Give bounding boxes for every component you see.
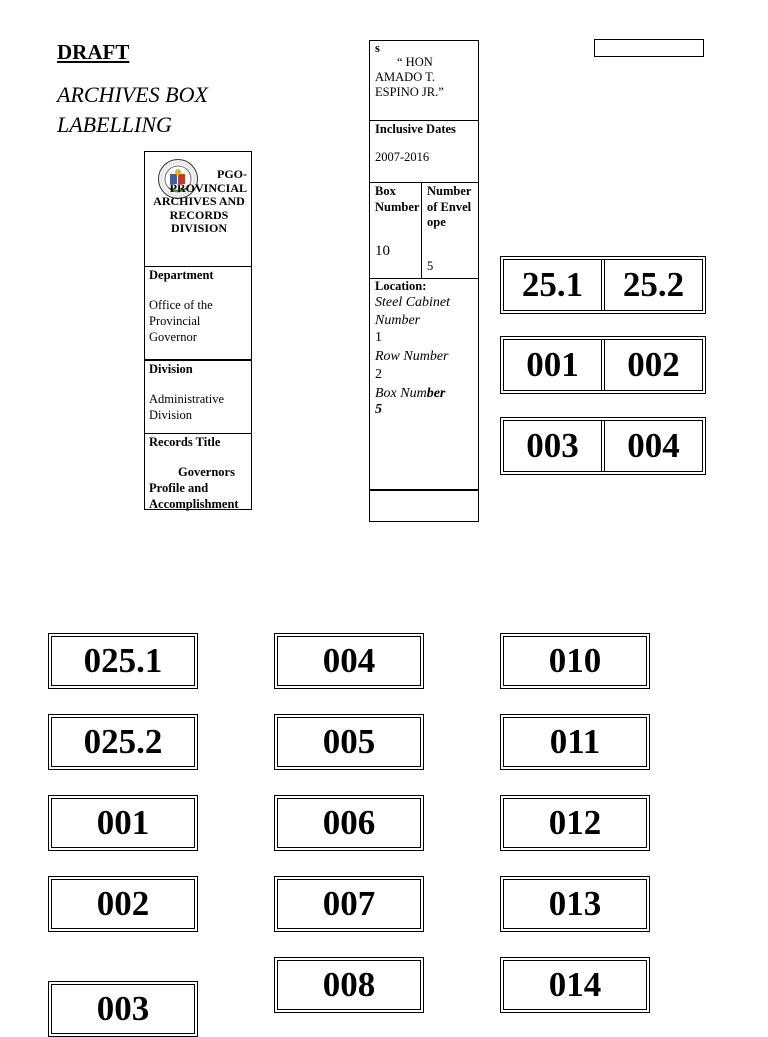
number-label: 025.2	[48, 714, 198, 770]
title-line-2: LABELLING	[57, 112, 172, 137]
pair-label-2-right: 002	[601, 340, 702, 390]
department-section	[145, 266, 251, 359]
records-title-section	[145, 433, 251, 511]
envelope-cell	[422, 183, 478, 278]
box-number-cell	[370, 183, 422, 278]
division-section	[145, 359, 251, 433]
number-label: 007	[274, 876, 424, 932]
pair-label-2-left: 001	[526, 345, 579, 384]
title-line-1: ARCHIVES BOX	[57, 82, 208, 107]
pair-label-1-right: 25.2	[601, 260, 702, 310]
cabinet-label: Steel Cabinet Number	[375, 295, 451, 328]
number-label: 010	[500, 633, 650, 689]
inclusive-dates-section	[370, 120, 478, 182]
division-label: Division	[149, 362, 193, 376]
number-label: 011	[500, 714, 650, 770]
label-header	[145, 152, 251, 266]
number-label: 003	[48, 981, 198, 1037]
pair-label-3-left: 003	[526, 426, 579, 465]
location-section	[370, 278, 478, 489]
records-title-label: Records Title	[149, 435, 221, 449]
number-label: 014	[500, 957, 650, 1013]
blank-rectangle	[594, 39, 704, 57]
cabinet-value: 1	[375, 330, 382, 345]
number-label: 001	[48, 795, 198, 851]
records-title-value: Governors Profile and Accomplishment	[149, 465, 239, 511]
row-value: 2	[375, 367, 382, 382]
division-value: Administrative Division	[149, 392, 224, 422]
office-line-1: PGO-	[217, 167, 247, 181]
box-label-start: Box Num	[375, 385, 427, 401]
number-label: 013	[500, 876, 650, 932]
location-label: Location:	[375, 279, 427, 293]
pair-label-1	[500, 256, 706, 314]
top-fragment: s	[375, 41, 380, 55]
office-name	[151, 168, 247, 236]
office-line-5: DIVISION	[170, 221, 227, 235]
box-label-end: ber	[426, 385, 446, 401]
envelope-label: Number of Envelope	[427, 184, 472, 229]
number-label: 012	[500, 795, 650, 851]
number-label: 008	[274, 957, 424, 1013]
number-label: 004	[274, 633, 424, 689]
middle-box-label	[369, 40, 479, 522]
page-title	[57, 80, 208, 140]
box-label	[375, 385, 473, 404]
blank-footer-section	[370, 489, 478, 522]
number-label: 025.1	[48, 633, 198, 689]
inclusive-dates-label: Inclusive Dates	[375, 122, 456, 136]
envelope-value: 5	[427, 259, 434, 273]
box-value: 5	[375, 402, 382, 417]
office-line-3: ARCHIVES AND	[153, 194, 245, 208]
pair-label-3	[500, 417, 706, 475]
inclusive-dates-value: 2007-2016	[375, 150, 430, 164]
box-number-label: Box Number	[375, 184, 420, 214]
number-label: 005	[274, 714, 424, 770]
box-number-value: 10	[375, 243, 390, 259]
number-label: 006	[274, 795, 424, 851]
pair-label-2	[500, 336, 706, 394]
left-box-label	[144, 151, 252, 510]
department-value: Office of the Provincial Governor	[149, 298, 213, 344]
office-line-4: RECORDS	[169, 207, 229, 222]
pair-label-1-left: 25.1	[521, 265, 584, 304]
number-label: 002	[48, 876, 198, 932]
box-envelope-section	[370, 182, 478, 278]
department-label: Department	[149, 268, 214, 282]
governor-name: “ HON AMADO T. ESPINO JR.”	[375, 55, 444, 99]
pair-label-3-right: 004	[601, 421, 702, 471]
draft-label: DRAFT	[57, 40, 130, 64]
office-line-2: PROVINCIAL	[169, 180, 247, 195]
title-section	[370, 41, 478, 120]
row-label: Row Number	[375, 348, 449, 364]
